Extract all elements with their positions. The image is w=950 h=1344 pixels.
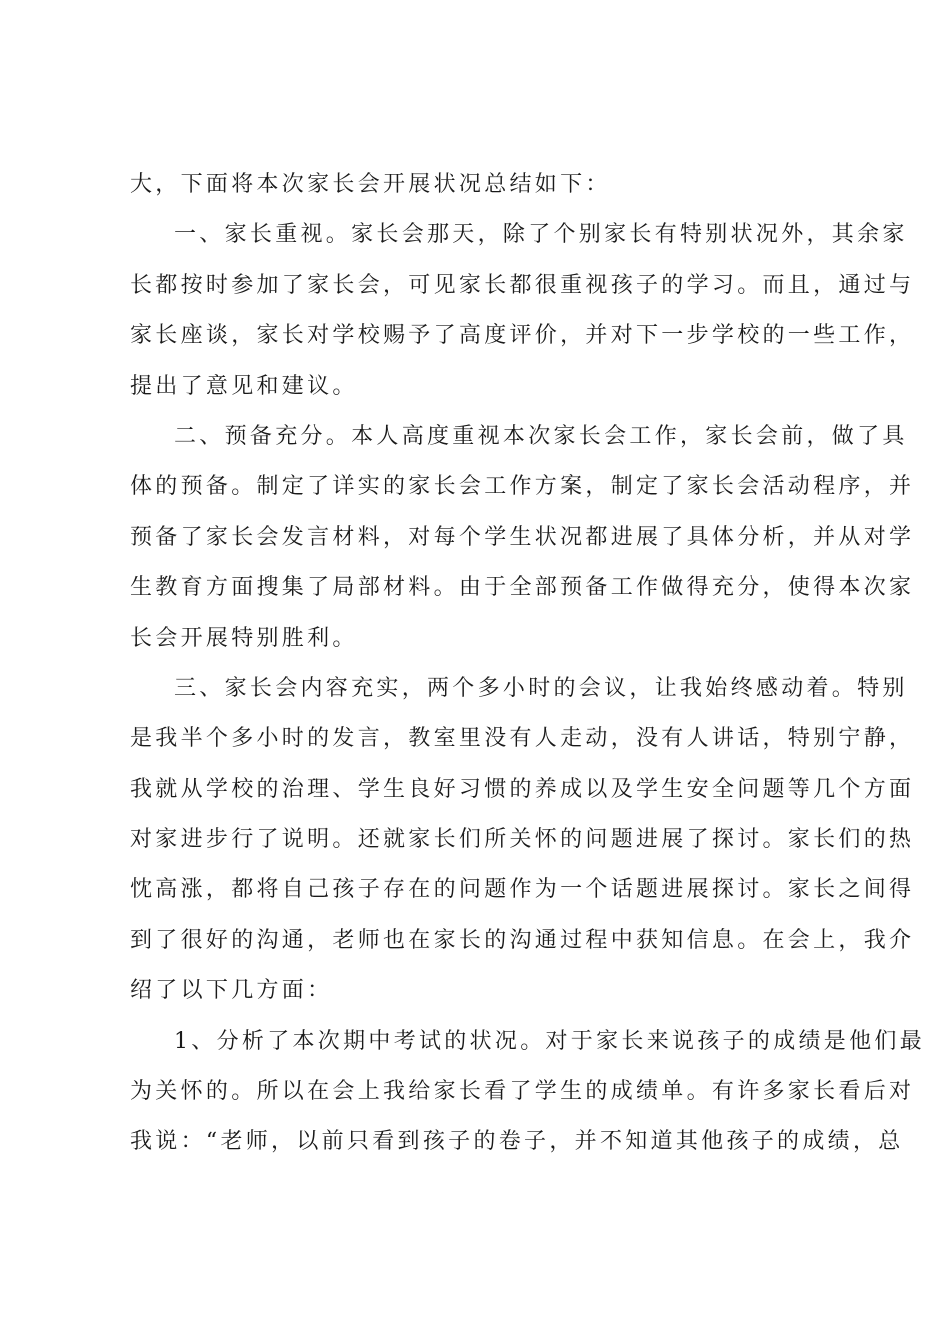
text-line-20: 我说：“老师，以前只看到孩子的卷子，并不知道其他孩子的成绩，总 xyxy=(130,1129,904,1155)
text-line-1: 大，下面将本次家长会开展状况总结如下： xyxy=(130,172,611,197)
text-line-10: 长会开展特别胜利。 xyxy=(130,625,358,651)
document-body xyxy=(130,160,925,1168)
text-line-19: 为关怀的。所以在会上我给家长看了学生的成绩单。有许多家长看后对 xyxy=(130,1079,915,1105)
text-line-13: 我就从学校的治理、学生良好习惯的养成以及学生安全问题等几个方面 xyxy=(130,776,915,802)
text-line-11: 三、家长会内容充实，两个多小时的会议，让我始终感动着。特别 xyxy=(174,675,908,701)
text-line-9: 生教育方面搜集了局部材料。由于全部预备工作做得充分，使得本次家 xyxy=(130,575,915,601)
text-line-7: 体的预备。制定了详实的家长会工作方案，制定了家长会活动程序，并 xyxy=(130,474,915,500)
text-line-18: 1、分析了本次期中考试的状况。对于家长来说孩子的成绩是他们最 xyxy=(174,1028,925,1054)
text-line-17: 绍了以下几方面： xyxy=(130,978,333,1004)
text-line-15: 忱高涨，都将自己孩子存在的问题作为一个话题进展探讨。家长之间得 xyxy=(130,877,915,903)
text-line-3: 长都按时参加了家长会，可见家长都很重视孩子的学习。而且，通过与 xyxy=(130,272,915,298)
text-line-2: 一、家长重视。家长会那天，除了个别家长有特别状况外，其余家 xyxy=(174,222,908,248)
text-line-12: 是我半个多小时的发言，教室里没有人走动，没有人讲话，特别宁静， xyxy=(130,726,915,752)
text-line-8: 预备了家长会发言材料，对每个学生状况都进展了具体分析，并从对学 xyxy=(130,524,915,550)
text-line-14: 对家进步行了说明。还就家长们所关怀的问题进展了探讨。家长们的热 xyxy=(130,827,915,853)
text-line-4: 家长座谈，家长对学校赐予了高度评价，并对下一步学校的一些工作， xyxy=(130,323,915,349)
text-line-6: 二、预备充分。本人高度重视本次家长会工作，家长会前，做了具 xyxy=(174,423,908,449)
text-line-16: 到了很好的沟通，老师也在家长的沟通过程中获知信息。在会上，我介 xyxy=(130,927,915,953)
text-line-5: 提出了意见和建议。 xyxy=(130,373,358,399)
